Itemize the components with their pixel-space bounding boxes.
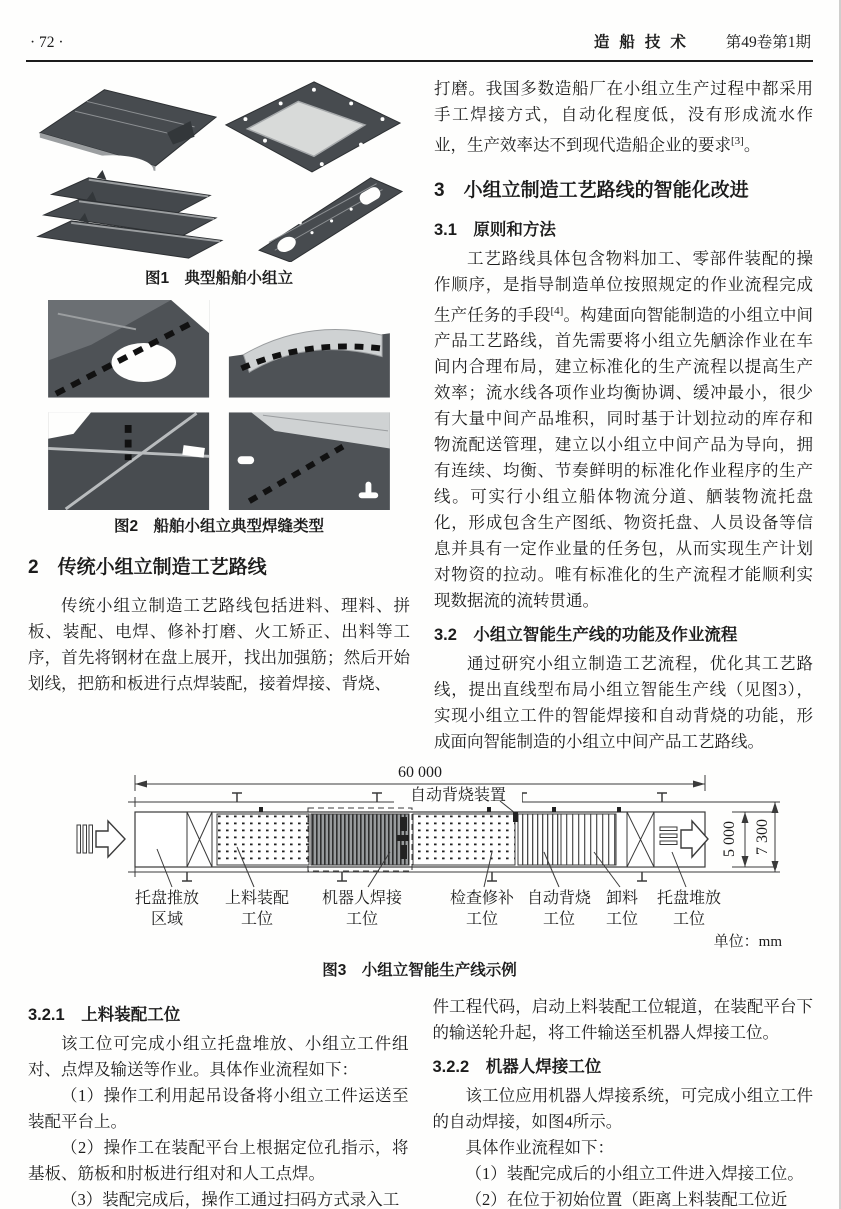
section32-heading: 3.2 小组立智能生产线的功能及作业流程 (434, 626, 738, 644)
fig3-conveyor-band (135, 807, 705, 871)
bottom-right-column (433, 994, 814, 1209)
intro-continuation-paragraph (434, 76, 813, 159)
section2-heading: 2 传统小组立制造工艺路线 (28, 557, 267, 578)
svg-text:工位: 工位 (465, 911, 499, 928)
fig3-device-label: 自动背烧装置 (409, 787, 507, 804)
section321-step3: （3）装配完成后，操作工通过扫码方式录入工 (61, 1190, 400, 1209)
section321-paragraph: 该工位可完成小组立托盘堆放、小组立工件组对、点焊及输送等作业。具体作业流程如下： (28, 1034, 409, 1079)
section31-paragraph (434, 246, 813, 615)
fig3-station-labels (135, 889, 721, 928)
header-rule (26, 60, 813, 62)
fig3-entry-arrow-icon (77, 821, 125, 857)
section32-paragraph: 通过研究小组立制造工艺流程，优化其工艺路线，提出直线型布局小组立智能生产线（见图3），实现小组立工件的智能焊接和自动背烧的功能，形成面向智能制造的小组立中间产品工艺路线。 (434, 654, 813, 751)
fig2-weld-b (229, 300, 390, 398)
figure1-caption: 图1 典型船舶小组立 (144, 270, 294, 287)
right-column (434, 76, 813, 755)
fig1-panel-d (259, 178, 402, 262)
page-number: · 72 · (30, 34, 64, 51)
svg-text:工位: 工位 (605, 911, 639, 928)
intro-text-end: 。 (743, 135, 761, 155)
fig1-panel-b (226, 82, 400, 172)
bottom-columns (0, 990, 839, 1209)
svg-text:区域: 区域 (150, 911, 184, 928)
svg-text:托盘推放: 托盘推放 (134, 890, 200, 907)
svg-text:工位: 工位 (345, 911, 379, 928)
fig3-section-inspection (413, 814, 515, 865)
section321-heading: 3.2.1 上料装配工位 (28, 1006, 181, 1024)
figure2-image (44, 300, 394, 510)
figure2 (28, 300, 410, 510)
citation-ref-4: [4] (550, 304, 564, 317)
fig1-panel-a (40, 90, 216, 185)
figure1 (28, 76, 410, 262)
fig2-weld-a (48, 300, 209, 398)
journal-name: 造船技术 (593, 34, 696, 51)
citation-ref-3: [3] (731, 135, 744, 147)
station-label-unloading (606, 889, 638, 928)
fig3-section-robot-welding (311, 814, 409, 865)
fig3-transfer-box-right (627, 812, 654, 867)
section322-step1: （1）装配完成后的小组立工件进入焊接工位。 (465, 1164, 804, 1183)
page-header (0, 0, 839, 60)
fig3-section-backheating (518, 814, 561, 865)
svg-text:工位: 工位 (672, 911, 706, 928)
figure3 (0, 755, 839, 980)
svg-text:检查修补: 检查修补 (449, 890, 515, 907)
section31-text-b: 。构建面向智能制造的小组立中间产品工艺路线，首先需要将小组立先舾涂作业在车间内合理布局，建立标准化的生产流程以提高生产效率；流水线各项作业均衡协调、缓冲最小，很少有大量中间产品堆积，同时基于计划拉动的库存和物流配送管理，建立以小组立中间产品为导向，拥有连续、均衡、节奏鲜明的标准化作业程序的生产线。可实行小组立船体物流分道、舾装物流托盘化，形成包含生产图纸、物资托盘、人员设备等信息并具有一定作业量的任务包，从而实现生产计划对物资的拉动。唯有标准化的生产流程才能顺利实现数据流的流转贯通。 (434, 305, 814, 610)
left-column (28, 76, 410, 755)
section321-step2: （2）操作工在装配平台上根据定位孔指示，将基板、筋板和肘板进行组对和人工点焊。 (28, 1138, 409, 1183)
figure3-caption: 图3 小组立智能生产线示例 (322, 962, 517, 979)
station-label-inspection-repair (450, 889, 514, 928)
svg-text:工位: 工位 (542, 911, 576, 928)
svg-text:卸料: 卸料 (605, 890, 639, 907)
fig3-dim-length-label: 60 000 (398, 764, 442, 781)
fig3-dim-width-inner-label: 5 000 (721, 821, 738, 857)
section2-paragraph: 传统小组立制造工艺路线包括进料、理料、拼板、装配、电焊、修补打磨、火工矫正、出料等工序，首先将钢材在盘上展开，找出加强筋；然后开始划线，把筋和板进行点焊装配，接着焊接、背烧、 (28, 596, 410, 693)
fig3-unit-label: 单位：mm (713, 934, 782, 950)
section31-text-a: 工艺路线具体包含物料加工、零部件装配的操作顺序，是指导制造单位按照规定的作业流程完成生产任务的手段 (434, 248, 813, 324)
station-label-pallet-stacking (657, 889, 721, 928)
section3-heading: 3 小组立制造工艺路线的智能化改进 (434, 179, 749, 201)
bottom-left-column (28, 994, 409, 1209)
svg-text:自动背烧: 自动背烧 (526, 890, 592, 907)
figure3-diagram (32, 757, 792, 952)
figure2-caption: 图2 船舶小组立典型焊缝类型 (113, 518, 325, 535)
svg-text:工位: 工位 (240, 911, 274, 928)
journal-line (594, 30, 811, 52)
station-label-robot-welding (322, 889, 403, 928)
fig3-transfer-box-left (187, 812, 212, 867)
station-label-auto-backheating (527, 889, 591, 928)
fig3-dim-width-outer-label: 7 300 (754, 819, 771, 855)
station-label-pallet-feed (135, 889, 199, 928)
svg-text:上料装配: 上料装配 (224, 890, 290, 907)
fig2-weld-c (48, 412, 209, 510)
svg-text:机器人焊接: 机器人焊接 (321, 890, 403, 907)
fig3-section-loading (217, 814, 309, 865)
journal-issue: 第49卷第1期 (725, 34, 811, 51)
station-label-loading-assembly (225, 889, 289, 928)
top-columns (0, 72, 839, 755)
section321-step1: （1）操作工利用起吊设备将小组立工件运送至装配平台上。 (28, 1086, 409, 1131)
figure1-image (28, 76, 410, 262)
intro-text: 打磨。我国多数造船厂在小组立生产过程中都采用手工焊接方式，自动化程度低，没有形成流水作业，生产效率达不到现代造船企业的要求 (434, 79, 813, 155)
fig2-weld-d (229, 412, 390, 510)
section322-paragraph2: 具体作业流程如下： (465, 1138, 614, 1157)
fig3-section-unloading (561, 814, 616, 865)
section321-continuation: 件工程代码，启动上料装配工位辊道，在装配平台下的输送轮升起，将工件输送至机器人焊接工位。 (432, 997, 813, 1042)
section322-paragraph1: 该工位应用机器人焊接系统，可完成小组立工件的自动焊接，如图4所示。 (432, 1086, 813, 1131)
section322-heading: 3.2.2 机器人焊接工位 (432, 1058, 602, 1076)
section322-step2: （2）在位于初始位置（距离上料装配工位近 (465, 1190, 788, 1209)
section31-heading: 3.1 原则和方法 (434, 220, 556, 239)
svg-text:托盘堆放: 托盘堆放 (656, 890, 722, 907)
